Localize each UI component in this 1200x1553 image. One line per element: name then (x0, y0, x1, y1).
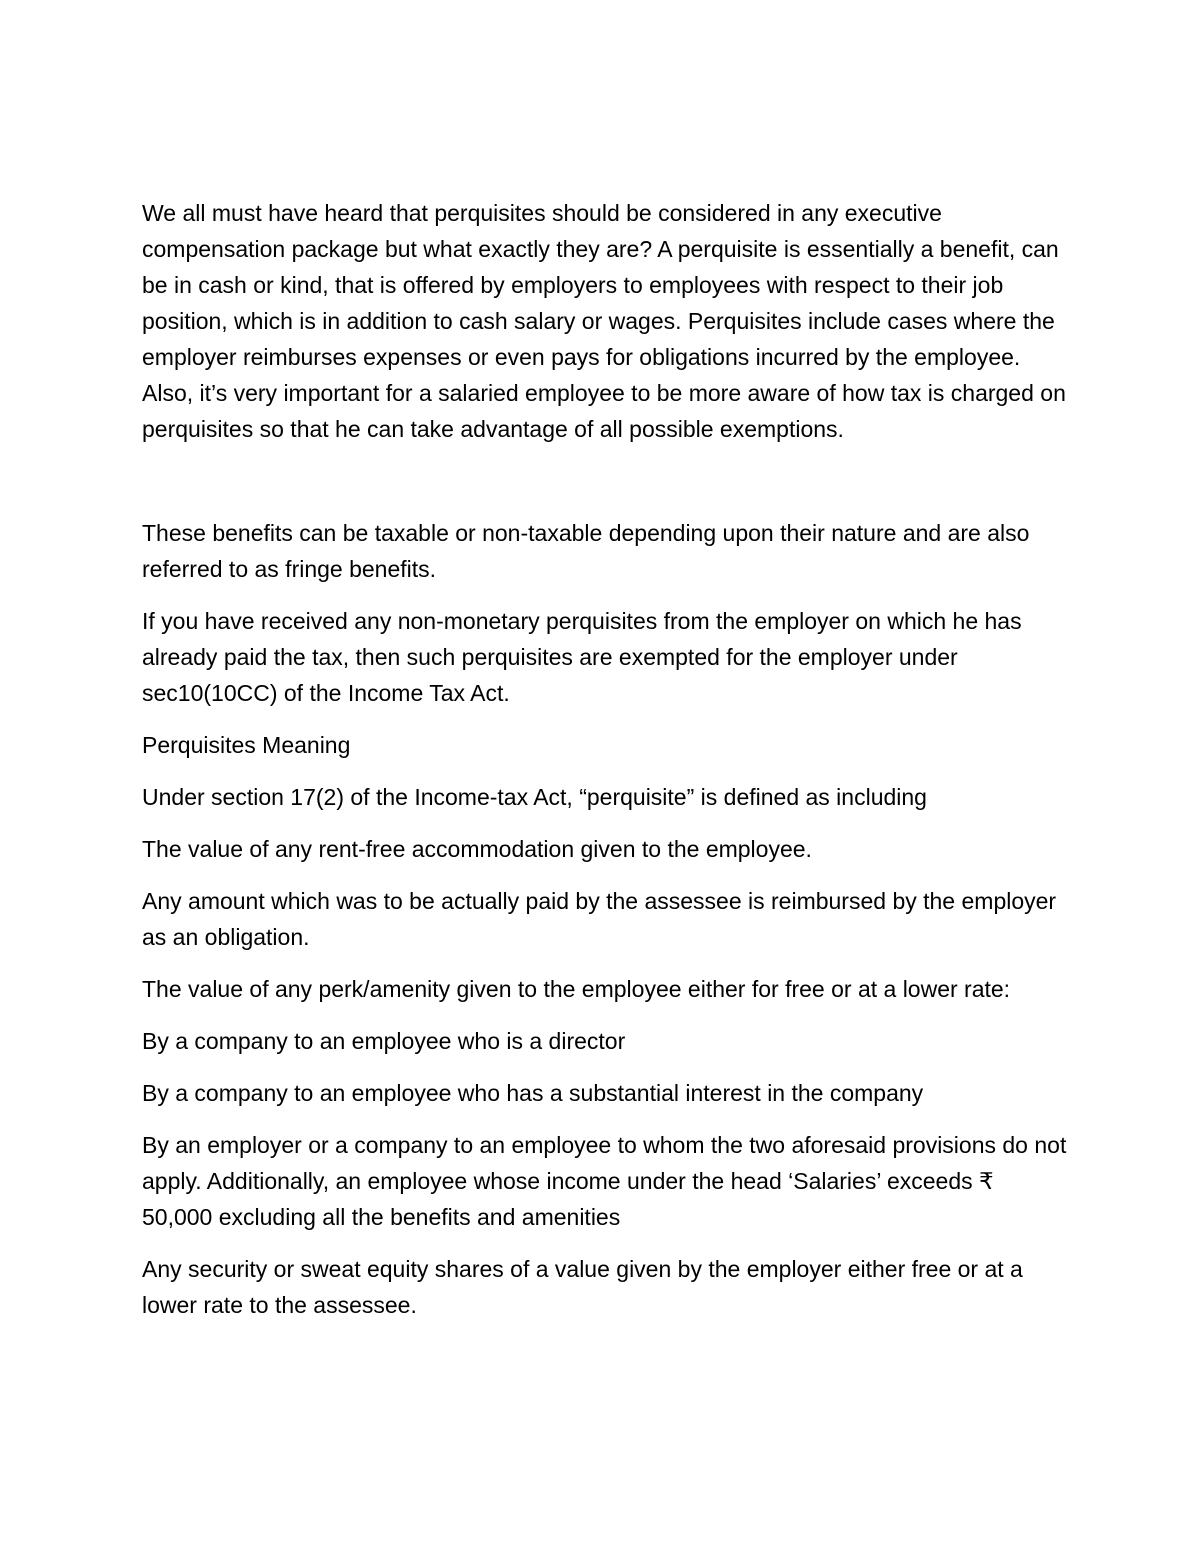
list-item-rent-free: The value of any rent-free accommodation given to the employee. (142, 836, 812, 862)
list-item-sweat-equity: Any security or sweat equity shares of a value given by the employer either free or at a lower rate to the assessee. (142, 1256, 1023, 1318)
list-item-reimbursement: Any amount which was to be actually paid by the assessee is reimbursed by the employer as an obligation. (142, 888, 1057, 950)
document-body (142, 195, 1067, 1323)
fringe-benefits-paragraph: These benefits can be taxable or non-taxable depending upon their nature and are also referred to as fringe benefits. (142, 520, 1030, 582)
list-item-perk-amenity: The value of any perk/amenity given to the employee either for free or at a lower rate: (142, 976, 1011, 1002)
exemption-paragraph: If you have received any non-monetary perquisites from the employer on which he has already paid the tax, then such perquisites are exempted for the employer under sec10(10CC) of the Income Tax Act. (142, 608, 1022, 706)
intro-paragraph: We all must have heard that perquisites should be considered in any executive compensation package but what exactly they are? A perquisite is essentially a benefit, can be in cash or kind, that is offered by employers to employees with respect to their job position, which is in addition to cash salary or wages. Perquisites include cases where the employer reimburses expenses or even pays for obligations incurred by the employee. Also, it’s very important for a salaried employee to be more aware of how tax is charged on perquisites so that he can take advantage of all possible exemptions. (142, 200, 1066, 442)
list-item-other-employees: By an employer or a company to an employee to whom the two aforesaid provisions do not apply. Additionally, an employee whose income under the head ‘Salaries’ exceeds ₹ 50,000 excluding all the benefits and amenities (142, 1132, 1067, 1230)
definition-paragraph: Under section 17(2) of the Income-tax Act, “perquisite” is defined as including (142, 784, 927, 810)
list-item-director: By a company to an employee who is a director (142, 1028, 626, 1054)
list-item-substantial-interest: By a company to an employee who has a substantial interest in the company (142, 1080, 924, 1106)
section-heading: Perquisites Meaning (142, 732, 351, 758)
